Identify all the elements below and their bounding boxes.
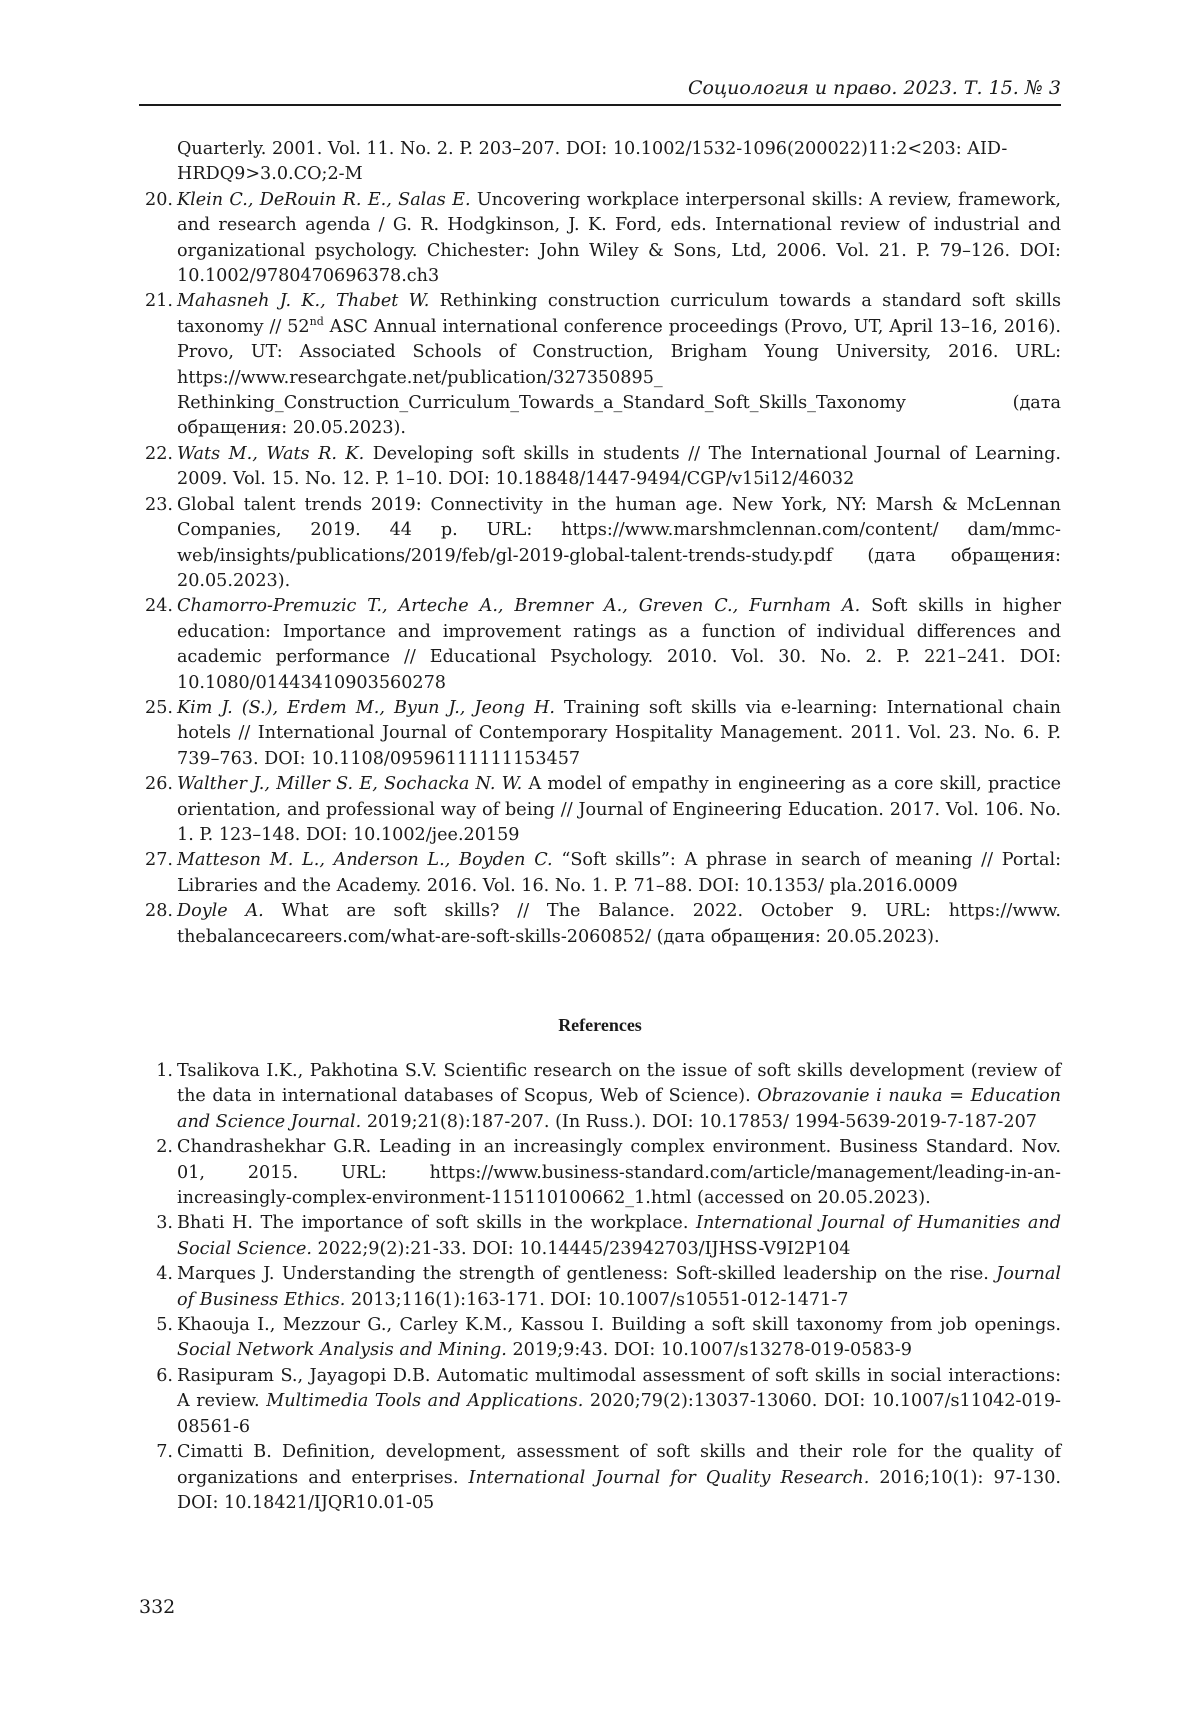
reference-number: 22. [145,443,173,464]
reference-text: 2019;21(8):187-207. (In Russ.). DOI: 10.17853/ 1994-5639-2019-7-187-207 [361,1111,1037,1132]
reference-number: 2. [156,1137,173,1158]
reference-number: 5. [156,1315,173,1336]
reference-journal: Obrazovanie i nauka = Education and Science Journal. [177,1086,1061,1132]
reference-items [139,188,1061,950]
reference-text: Rasipuram S., Jayagopi D.B. Automatic multimodal assessment of soft skills in social interactions: A review. [177,1365,1061,1412]
reference-item [139,1135,1061,1211]
reference-list-english [139,1059,1061,1516]
references-heading: References [558,1015,642,1035]
reference-authors: Matteson M. L., Anderson L., Boyden C. [177,850,553,871]
reference-text: Khaouja I., Mezzour G., Carley K.M., Kassou I. Building a soft skill taxonomy from job openings. [177,1315,1061,1336]
reference-journal: International Journal of Humanities and Social Science. [177,1213,1061,1259]
reference-list-russian [139,137,1061,950]
reference-item [139,848,1061,899]
reference-text: Training soft skills via e-learning: International chain hotels // International Journal of Contemporary Hospitality Management. 2011. Vol. 23. No. 6. P. 739–763. DOI: 10.1108/09596111111153457 [177,697,1061,769]
reference-journal: Multimedia Tools and Applications. [266,1391,584,1412]
page-number: 332 [139,1596,176,1618]
reference-text: 2013;116(1):163-171. DOI: 10.1007/s10551-012-1471-7 [345,1289,849,1310]
reference-item [139,1313,1061,1364]
reference-text: Global talent trends 2019: Connectivity in the human age. New York, NY: Marsh & McLennan Companies, 2019. 44 p. URL: https://www.marshmclennan.com/content/ dam/mmc-web/insights/publications/2019/feb/gl-2019-global-talent-trends-study.pdf (дата обращения: 20.05.2023). [177,494,1061,591]
reference-number: 24. [145,596,173,617]
reference-text: Tsalikova I.K., Pakhotina S.V. Scientific research on the issue of soft skills development (review of the data in international databases of Scopus, Web of Science). [177,1061,1061,1107]
reference-item [139,594,1061,696]
reference-text: Bhati H. The importance of soft skills in the workplace. [177,1213,696,1234]
reference-item [139,1262,1061,1313]
reference-number: 3. [156,1213,173,1234]
reference-item [139,1440,1061,1516]
reference-text: Developing soft skills in students // The International Journal of Learning. 2009. Vol. 15. No. 12. P. 1–10. DOI: 10.18848/1447-9494/CGP/v15i12/46032 [177,443,1061,490]
reference-number: 28. [145,901,173,922]
reference-number: 6. [156,1365,173,1386]
reference-text: ASC Annual international conference proceedings (Provo, UT, April 13–16, 2016). Provo, UT: Associated Schools of Construction, Brigham Young University, 2016. URL: https://www.researchgate.net/publication/327350895_ Rethinking_Construction_Curriculum_Towards_a_Standard_Soft_Skills_Taxonomy (дата обращения: 20.05.2023). [177,316,1061,439]
reference-item [139,1211,1061,1262]
reference-text: Marques J. Understanding the strength of gentleness: Soft-skilled leadership on the rise. [177,1264,997,1285]
reference-text: 2019;9:43. DOI: 10.1007/s13278-019-0583-9 [506,1340,912,1361]
header-rule [139,104,1061,106]
reference-authors: Walther J., Miller S. E, Sochacka N. W. [177,774,523,795]
reference-text: Chandrashekhar G.R. Leading in an increasingly complex environment. Business Standard. Nov. 01, 2015. URL: https://www.business-standard.com/article/management/leading-in-an-increasingly-complex-environment-115110100662_1.html (accessed on 20.05.2023). [177,1137,1061,1209]
reference-item [139,772,1061,848]
reference-text: 2016;10(1): 97-130. DOI: 10.18421/IJQR10.01-05 [177,1467,1061,1513]
reference-number: 23. [145,494,173,515]
reference-items-en [139,1059,1061,1516]
reference-text: A model of empathy in engineering as a core skill, practice orientation, and professional way of being // Journal of Engineering Education. 2017. Vol. 106. No. 1. P. 123–148. DOI: 10.1002/jee.20159 [177,774,1061,845]
reference-authors: Mahasneh J. K., Thabet W. [177,291,430,312]
reference-text: 2020;79(2):13037-13060. DOI: 10.1007/s11042-019-08561-6 [177,1391,1061,1437]
reference-journal: Journal of Business Ethics. [177,1264,1061,1310]
reference-authors: Klein C., DeRouin R. E., Salas E. [177,189,471,210]
reference-authors: Chamorro-Premuzic T., Arteche A., Bremner A., Greven C., Furnham A. [177,596,861,617]
reference-number: 26. [145,774,173,795]
ordinal-superscript: nd [309,314,324,328]
reference-item [139,899,1061,950]
reference-number: 27. [145,850,173,871]
reference-text: Rethinking construction curriculum towards a standard soft skills taxonomy // 52 [177,291,1061,337]
reference-text: Uncovering workplace interpersonal skills: A review, framework, and research agenda / G. R. Hodgkinson, J. K. Ford, eds. International review of industrial and organizational psychology. Chichester: John Wiley & Sons, Ltd, 2006. Vol. 21. P. 79–126. DOI: 10.1002/9780470696378.ch3 [177,189,1061,287]
reference-continuation: Quarterly. 2001. Vol. 11. No. 2. P. 203–207. DOI: 10.1002/1532-1096(200022)11:2<203: AID-HRDQ9>3.0.CO;2-M [177,139,1008,185]
reference-item [139,442,1061,493]
reference-number: 4. [156,1264,173,1285]
reference-text: 2022;9(2):21-33. DOI: 10.14445/23942703/IJHSS-V9I2P104 [311,1238,851,1259]
reference-journal: Social Network Analysis and Mining. [177,1340,507,1361]
reference-number: 21. [145,291,173,312]
reference-number: 20. [145,189,173,210]
reference-item [139,1364,1061,1440]
reference-journal: International Journal for Quality Research. [468,1467,870,1488]
reference-text: Soft skills in higher education: Importance and improvement ratings as a function of individual differences and academic performance // Educational Psychology. 2010. Vol. 30. No. 2. P. 221–241. DOI: 10.1080/01443410903560278 [177,596,1062,693]
reference-text: Cimatti B. Definition, development, assessment of soft skills and their role for the quality of organizations and enterprises. [177,1442,1061,1488]
reference-item [139,1059,1061,1135]
reference-number: 25. [145,697,173,718]
reference-text: “Soft skills”: A phrase in search of meaning // Portal: Libraries and the Academy. 2016. Vol. 16. No. 1. P. 71–88. DOI: 10.1353/ pla.2016.0009 [177,850,1061,896]
reference-number: 1. [156,1061,173,1081]
reference-authors: Wats M., Wats R. K. [177,443,365,464]
reference-text: What are soft skills? // The Balance. 2022. October 9. URL: https://www. thebalancecareers.com/what-are-soft-skills-2060852/ (дата обращения: 20.05.2023). [177,901,1061,947]
reference-item [139,696,1061,772]
reference-item [139,493,1061,595]
reference-authors: Doyle A. [177,901,264,922]
running-head: Социология и право. 2023. Т. 15. № 3 [687,77,1061,99]
reference-item [139,289,1061,441]
reference-authors: Kim J. (S.), Erdem M., Byun J., Jeong H. [177,697,556,718]
reference-number: 7. [156,1442,173,1463]
reference-item [139,188,1061,290]
